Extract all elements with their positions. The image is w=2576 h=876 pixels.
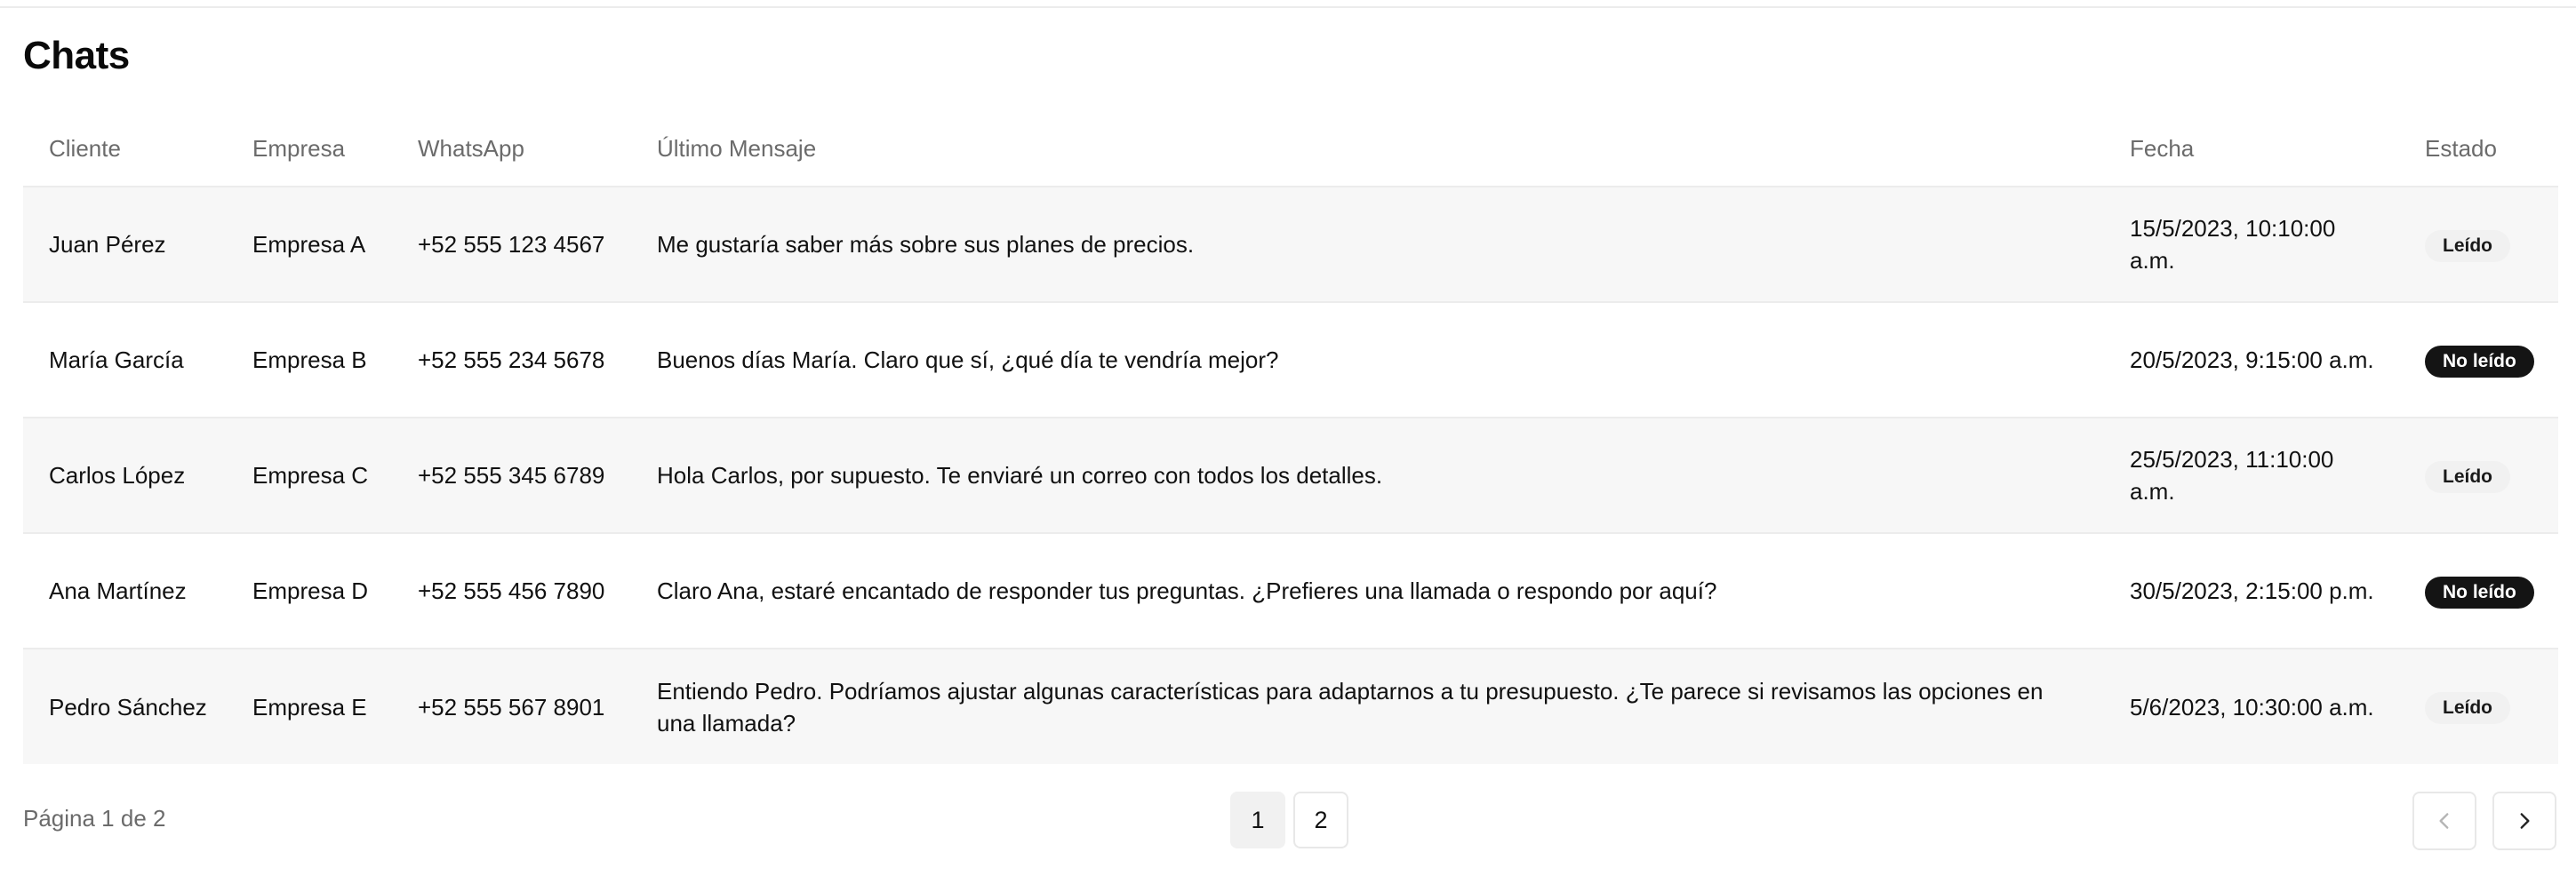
cell-ultimo-mensaje: Buenos días María. Claro que sí, ¿qué día te vendría mejor?	[631, 302, 2104, 418]
table-row[interactable]	[23, 418, 2558, 533]
cell-cliente: María García	[23, 302, 227, 418]
cell-cliente: Carlos López	[23, 418, 227, 533]
table-row[interactable]	[23, 649, 2558, 764]
cell-fecha: 30/5/2023, 2:15:00 p.m.	[2104, 533, 2399, 649]
cell-estado	[2399, 418, 2558, 533]
page-title: Chats	[23, 34, 130, 77]
chevron-left-icon	[2433, 809, 2456, 832]
cell-empresa: Empresa E	[227, 649, 392, 764]
cell-whatsapp: +52 555 567 8901	[392, 649, 631, 764]
status-badge: Leído	[2425, 461, 2510, 493]
cell-estado	[2399, 533, 2558, 649]
cell-estado	[2399, 187, 2558, 302]
column-header-empresa[interactable]: Empresa	[227, 112, 392, 187]
cell-cliente: Pedro Sánchez	[23, 649, 227, 764]
page-button-2[interactable]: 2	[1293, 792, 1348, 848]
cell-whatsapp: +52 555 345 6789	[392, 418, 631, 533]
cell-empresa: Empresa B	[227, 302, 392, 418]
cell-empresa: Empresa C	[227, 418, 392, 533]
chevron-right-icon	[2513, 809, 2536, 832]
previous-page-button[interactable]	[2412, 792, 2476, 850]
cell-ultimo-mensaje: Entiendo Pedro. Podríamos ajustar algunas características para adaptarnos a tu presupuesto. ¿Te parece si revisamos las opciones en una llamada?	[631, 649, 2104, 764]
cell-cliente: Juan Pérez	[23, 187, 227, 302]
pagination-label: Página 1 de 2	[23, 805, 166, 832]
column-header-ultimo-mensaje[interactable]: Último Mensaje	[631, 112, 2104, 187]
cell-whatsapp: +52 555 123 4567	[392, 187, 631, 302]
cell-empresa: Empresa A	[227, 187, 392, 302]
column-header-whatsapp[interactable]: WhatsApp	[392, 112, 631, 187]
column-header-cliente[interactable]: Cliente	[23, 112, 227, 187]
table-row[interactable]	[23, 187, 2558, 302]
status-badge: No leído	[2425, 577, 2534, 609]
page-button-1[interactable]: 1	[1230, 792, 1285, 848]
cell-fecha: 20/5/2023, 9:15:00 a.m.	[2104, 302, 2399, 418]
cell-ultimo-mensaje: Claro Ana, estaré encantado de responder tus preguntas. ¿Prefieres una llamada o respondo por aquí?	[631, 533, 2104, 649]
status-badge: Leído	[2425, 692, 2510, 724]
cell-estado	[2399, 649, 2558, 764]
cell-fecha: 5/6/2023, 10:30:00 a.m.	[2104, 649, 2399, 764]
table-header-row	[23, 112, 2558, 187]
column-header-estado[interactable]: Estado	[2399, 112, 2558, 187]
status-badge: No leído	[2425, 346, 2534, 378]
cell-ultimo-mensaje: Hola Carlos, por supuesto. Te enviaré un correo con todos los detalles.	[631, 418, 2104, 533]
table-row[interactable]	[23, 533, 2558, 649]
cell-whatsapp: +52 555 456 7890	[392, 533, 631, 649]
table-row[interactable]	[23, 302, 2558, 418]
cell-fecha: 15/5/2023, 10:10:00 a.m.	[2104, 187, 2399, 302]
cell-whatsapp: +52 555 234 5678	[392, 302, 631, 418]
cell-fecha: 25/5/2023, 11:10:00 a.m.	[2104, 418, 2399, 533]
cell-ultimo-mensaje: Me gustaría saber más sobre sus planes de precios.	[631, 187, 2104, 302]
cell-cliente: Ana Martínez	[23, 533, 227, 649]
cell-estado	[2399, 302, 2558, 418]
top-divider	[0, 0, 2576, 8]
chats-table	[23, 112, 2558, 764]
column-header-fecha[interactable]: Fecha	[2104, 112, 2399, 187]
cell-empresa: Empresa D	[227, 533, 392, 649]
next-page-button[interactable]	[2492, 792, 2556, 850]
status-badge: Leído	[2425, 230, 2510, 262]
